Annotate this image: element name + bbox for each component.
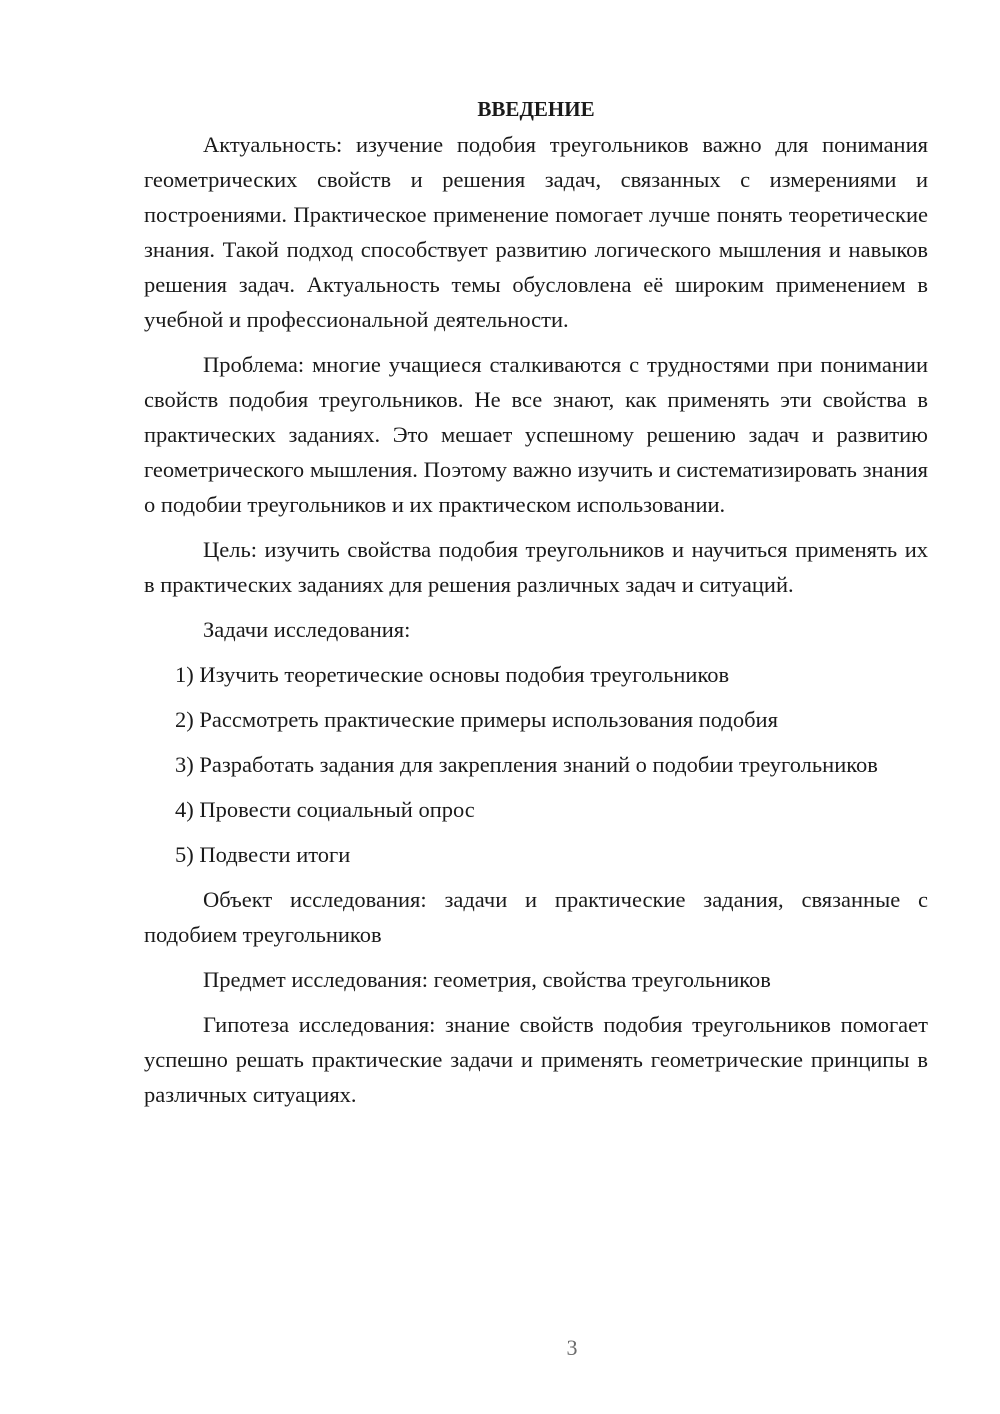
task-item-3: 3) Разработать задания для закрепления знаний о подобии треугольников xyxy=(175,752,878,777)
section-title: ВВЕДЕНИЕ xyxy=(477,97,595,121)
paragraph-relevance: Актуальность: изучение подобия треугольников важно для понимания геометрических свойств и решения задач, связанных с измерениями и построениями. Практическое применение помогает лучше понять теоретические знания. Такой подход способствует развитию логического мышления и навыков решения задач. Актуальность темы обусловлена её широким применением в учебной и профессиональной деятельности. xyxy=(144,132,928,332)
paragraph-subject: Предмет исследования: геометрия, свойства треугольников xyxy=(203,967,771,992)
page-number: 3 xyxy=(566,1335,578,1360)
task-item-2: 2) Рассмотреть практические примеры использования подобия xyxy=(175,707,778,732)
task-item-1: 1) Изучить теоретические основы подобия треугольников xyxy=(175,662,730,687)
paragraph-object: Объект исследования: задачи и практические задания, связанные с подобием треугольников xyxy=(144,887,928,947)
tasks-heading: Задачи исследования: xyxy=(203,617,411,642)
paragraph-goal: Цель: изучить свойства подобия треугольников и научиться применять их в практических заданиях для решения различных задач и ситуаций. xyxy=(144,537,928,597)
page-content xyxy=(144,92,928,1112)
paragraph-hypothesis: Гипотеза исследования: знание свойств подобия треугольников помогает успешно решать практические задачи и применять геометрические принципы в различных ситуациях. xyxy=(144,1012,928,1107)
task-item-4: 4) Провести социальный опрос xyxy=(175,797,475,822)
task-item-5: 5) Подвести итоги xyxy=(175,842,351,867)
paragraph-problem: Проблема: многие учащиеся сталкиваются с трудностями при понимании свойств подобия треугольников. Не все знают, как применять эти свойства в практических заданиях. Это мешает успешному решению задач и развитию геометрического мышления. Поэтому важно изучить и систематизировать знания о подобии треугольников и их практическом использовании. xyxy=(144,352,928,517)
